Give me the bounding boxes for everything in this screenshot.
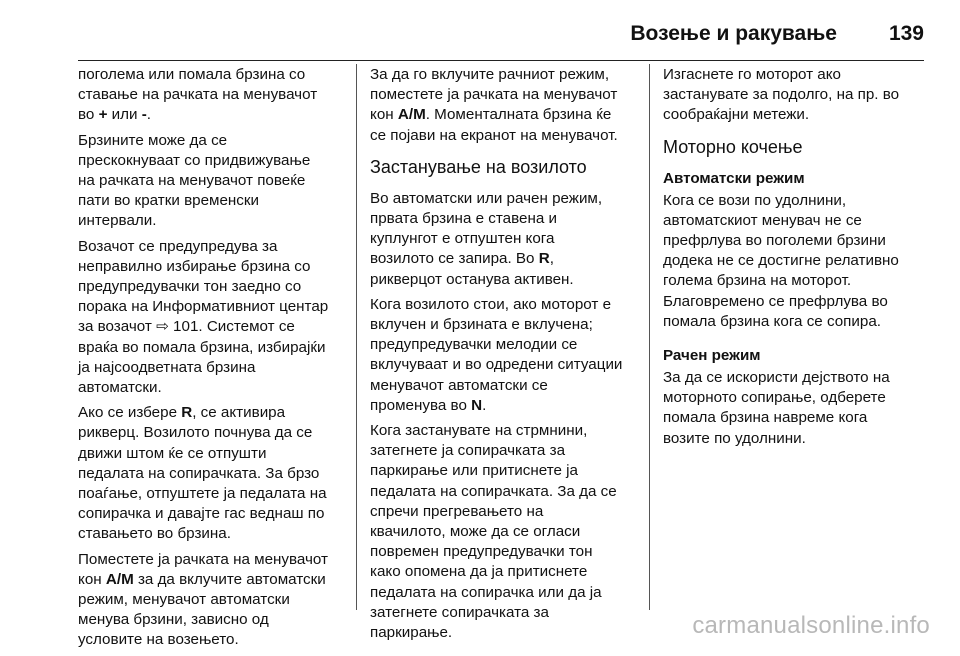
text-line: Кога возилото стои, ако моторот е	[370, 295, 612, 313]
gear-r-label: R	[538, 250, 550, 268]
text-line: условите на возењето.	[78, 631, 239, 649]
text-line: вклучуваат и во одредени ситуации	[370, 356, 623, 374]
text-run: , се активира	[192, 404, 286, 422]
column-1	[78, 65, 350, 656]
plus-symbol: +	[98, 106, 108, 124]
gear-am-label: A/M	[397, 106, 426, 124]
text-line: автоматски.	[78, 379, 162, 397]
text-line: квачилото, може да се огласи	[370, 523, 581, 541]
text-line: се појави на екранот на менувачот.	[370, 126, 618, 144]
header-rule	[78, 60, 924, 61]
section-heading: Застанување на возилото	[370, 156, 587, 177]
paragraph	[370, 295, 640, 416]
subsection-heading: Автоматски режим	[663, 169, 805, 187]
text-line: ставање на рачката на менувачот	[78, 86, 318, 104]
text-line	[370, 396, 640, 416]
text-line: Кога застанувате на стрмнини,	[370, 422, 588, 440]
text-line: сопирачка и давајте гас веднаш по	[78, 505, 325, 523]
page-reference[interactable]: 101. Системот се	[168, 318, 295, 336]
text-line: затегнете ја сопирачката за	[370, 442, 566, 460]
text-run: ,	[549, 250, 554, 268]
text-line: прескокнуваат со придвижување	[78, 151, 311, 169]
arrow-reference-icon[interactable]: ⇨	[156, 318, 169, 336]
page-number: 139	[888, 22, 924, 45]
text-line: помала брзина кога се сопира.	[663, 312, 881, 330]
text-line: помала брзина навреме кога	[663, 409, 868, 427]
text-line: режим, менувачот автоматски	[78, 591, 290, 609]
text-line: педалата на сопирачката. За брзо	[78, 464, 320, 482]
paragraph	[78, 550, 350, 651]
text-line: Брзините може да се	[78, 131, 228, 149]
paragraph	[663, 191, 925, 332]
text-line: ја најсоодветната брзина	[78, 358, 256, 376]
text-line: движи штом ќе се отпушти	[78, 444, 267, 462]
column-3	[663, 65, 925, 454]
text-line: Кога се вози по удолнини,	[663, 191, 847, 209]
text-run: .	[146, 106, 152, 124]
text-line: застанувате за подолго, на пр. во	[663, 86, 900, 104]
text-line: ставањето во брзина.	[78, 525, 231, 543]
page-title: Возење и ракување	[630, 22, 837, 45]
text-line: неправилно избирање брзина со	[78, 257, 311, 275]
text-line: Благовремено се префрлува во	[663, 292, 888, 310]
text-line: додека не се достигне релативно	[663, 252, 899, 270]
text-run: или	[107, 106, 142, 124]
text-line: предупредувачки мелодии се	[370, 336, 578, 354]
text-run: кон	[370, 106, 398, 124]
text-run: .	[482, 396, 487, 414]
text-line: паркирање.	[370, 624, 453, 642]
text-line: префрлува во поголеми брзини	[663, 232, 886, 250]
paragraph	[370, 65, 640, 146]
gear-am-label: A/M	[105, 570, 134, 588]
text-line	[78, 403, 350, 423]
text-run: во	[78, 106, 99, 124]
watermark: carmanualsonline.info	[692, 612, 930, 639]
text-line: спречи прегревањето на	[370, 502, 544, 520]
text-run: . Моменталната брзина ќе	[425, 106, 612, 124]
text-line: За да го вклучите рачниот режим,	[370, 66, 610, 83]
minus-symbol: -	[141, 106, 147, 124]
subsection-heading: Рачен режим	[663, 347, 761, 365]
paragraph	[78, 131, 350, 232]
text-line: рикверцот останува активен.	[370, 270, 574, 288]
text-line: педалата на сопирачката. За да се	[370, 482, 617, 500]
text-line: Изгаснете го моторот ако	[663, 66, 842, 83]
gear-n-label: N	[471, 396, 483, 414]
paragraph	[78, 65, 350, 126]
text-line: вклучен и брзината е вклучена;	[370, 316, 593, 334]
text-line: пати во кратки временски	[78, 192, 260, 210]
paragraph	[663, 368, 925, 449]
text-run: за возачот	[78, 318, 157, 336]
text-run: возилото се запира. Во	[370, 250, 539, 268]
text-line: предупредувачки тон заедно со	[78, 278, 302, 296]
text-run: за да вклучите автоматски	[133, 570, 326, 588]
column-divider	[649, 64, 650, 610]
text-line: менувачот автоматски се	[370, 376, 548, 394]
text-line: Поместете ја рачката на менувачот	[78, 550, 328, 568]
text-line	[370, 249, 640, 269]
text-run: променува во	[370, 396, 472, 414]
text-line: поголема или помала брзина со	[78, 66, 306, 83]
text-line: моторното сопирање, одберете	[663, 389, 886, 407]
page-header	[78, 22, 924, 54]
paragraph	[370, 189, 640, 290]
text-line: Во автоматски или рачен режим,	[370, 189, 603, 207]
column-divider	[356, 64, 357, 610]
paragraph	[78, 403, 350, 544]
text-run: кон	[78, 570, 106, 588]
text-line: менува брзини, зависно од	[78, 611, 269, 629]
text-line: возите по удолнини.	[663, 429, 806, 447]
text-line: паркирање или притиснете ја	[370, 462, 578, 480]
text-line: рикверц. Возилото почнува да се	[78, 424, 313, 442]
text-line: враќа во помала брзина, избирајќи	[78, 338, 326, 356]
text-line: затегнете сопирачката за	[370, 603, 549, 621]
text-line	[78, 317, 350, 337]
text-run: Ако се избере	[78, 404, 182, 422]
paragraph	[78, 237, 350, 399]
text-line	[78, 105, 350, 125]
text-line: Возачот се предупредува за	[78, 237, 278, 255]
text-line: голема брзина на моторот.	[663, 272, 852, 290]
section-heading: Моторно кочење	[663, 136, 803, 157]
text-line: поаѓање, отпуштете ја педалата на	[78, 485, 327, 503]
text-line: на рачката на менувачот повеќе	[78, 172, 306, 190]
text-line: повремен предупредувачки тон	[370, 543, 593, 561]
text-line: како опомена да ја притиснете	[370, 563, 588, 581]
text-line: автоматскиот менувач не се	[663, 211, 862, 229]
text-line: првата брзина е ставена и	[370, 210, 557, 228]
text-line: поместете ја рачката на менувачот	[370, 86, 618, 104]
text-line: интервали.	[78, 212, 157, 230]
text-line: порака на Информативниот центар	[78, 298, 329, 316]
text-line	[78, 570, 350, 590]
text-line: сообраќајни метежи.	[663, 106, 810, 124]
gear-r-label: R	[181, 404, 193, 422]
text-line: куплунгот е отпуштен кога	[370, 230, 555, 248]
text-line: За да се искористи дејството на	[663, 369, 890, 387]
paragraph	[370, 421, 640, 643]
column-2	[370, 65, 640, 648]
text-line	[370, 105, 640, 125]
paragraph	[663, 65, 925, 126]
text-line: педалата на сопирачка или да ја	[370, 583, 602, 601]
